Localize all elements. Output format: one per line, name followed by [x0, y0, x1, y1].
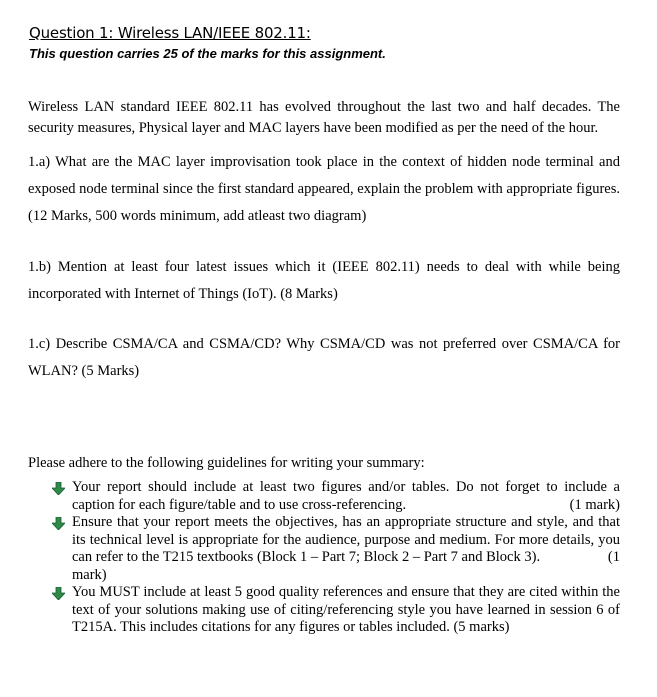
question-title: Question 1: Wireless LAN/IEEE 802.11:: [29, 24, 311, 42]
guideline-text: Your report should include at least two figures and/or tables. Do not forget to include a caption for each figure/table and to use cross-referencing.: [72, 479, 620, 513]
question-part-1c: 1.c) Describe CSMA/CA and CSMA/CD? Why CSMA/CD was not preferred over CSMA/CA for WLAN? (5 Marks): [28, 336, 620, 379]
guideline-mark-tail: mark): [72, 566, 107, 583]
guideline-mark: (1 mark): [569, 496, 620, 513]
guideline-text: Ensure that your report meets the objectives, has an appropriate structure and style, and that its technical level is appropriate for the audience, purpose and medium. For more details, you can refer to the T215 textbooks (Block 1 – Part 7; Block 2 – Part 7 and Block 3).: [72, 514, 620, 565]
guideline-item: [48, 514, 620, 584]
guidelines-heading: Please adhere to the following guidelines for writing your summary:: [28, 455, 425, 471]
guideline-text: You MUST include at least 5 good quality references and ensure that they are cited within the text of your solutions making use of citing/referencing style you have learned in session 6 of T215A. This includes citations for any figures or tables included. (5 marks): [72, 584, 620, 635]
question-marks-note: This question carries 25 of the marks for this assignment.: [29, 46, 386, 61]
question-part-1b: 1.b) Mention at least four latest issues which it (IEEE 802.11) needs to deal with while being incorporated with Internet of Things (IoT). (8 Marks): [28, 259, 620, 302]
guideline-mark: (1: [607, 549, 620, 565]
down-arrow-icon: [52, 517, 65, 530]
down-arrow-icon: [52, 482, 65, 495]
guidelines-list: [48, 479, 620, 637]
guideline-item: [48, 584, 620, 637]
question-part-1a: 1.a) What are the MAC layer improvisation took place in the context of hidden node terminal and exposed node terminal since the first standard appeared, explain the problem with appropriate figures. (12 Marks, 500 words minimum, add atleast two diagram): [28, 154, 620, 224]
guideline-item: [48, 479, 620, 514]
intro-paragraph: Wireless LAN standard IEEE 802.11 has evolved throughout the last two and half decades. The security measures, Physical layer and MAC layers have been modified as per the need of the hour.: [28, 99, 620, 136]
down-arrow-icon: [52, 587, 65, 600]
